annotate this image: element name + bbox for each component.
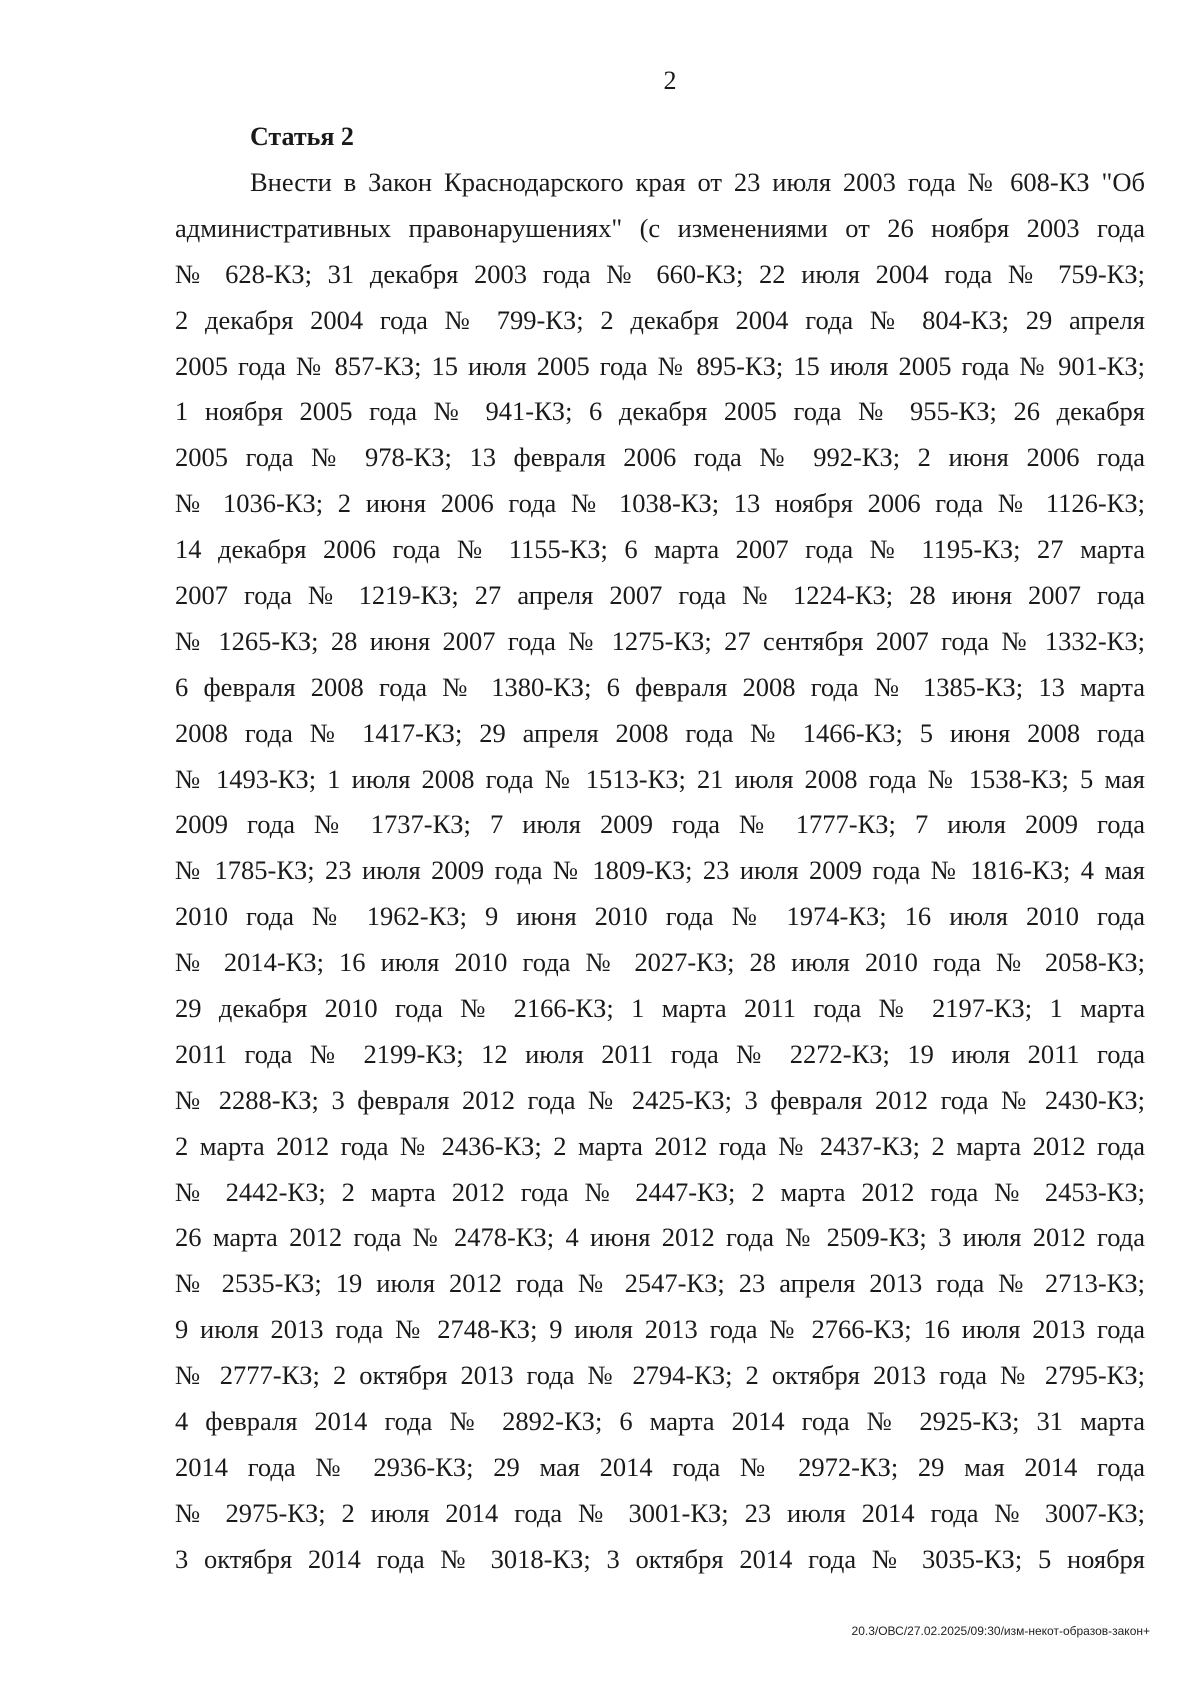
body-line: административных правонарушениях" (с изменениями от 26 ноября 2003 года bbox=[175, 212, 1145, 243]
body-line: 14 декабря 2006 года № 1155-КЗ; 6 марта 2007 года № 1195-КЗ; 27 марта bbox=[175, 534, 1145, 565]
article-heading: Статья 2 bbox=[250, 122, 354, 151]
body-line: № 2442-КЗ; 2 марта 2012 года № 2447-КЗ; 2 марта 2012 года № 2453-КЗ; bbox=[175, 1176, 1145, 1207]
body-line: № 2014-КЗ; 16 июля 2010 года № 2027-КЗ; 28 июля 2010 года № 2058-КЗ; bbox=[175, 947, 1145, 978]
footer-document-code: 20.3/ОВС/27.02.2025/09:30/изм-некот-образов-закон+ bbox=[851, 1624, 1150, 1638]
body-line: 4 февраля 2014 года № 2892-КЗ; 6 марта 2014 года № 2925-КЗ; 31 марта bbox=[175, 1406, 1145, 1437]
body-line: № 1036-КЗ; 2 июня 2006 года № 1038-КЗ; 13 ноября 2006 года № 1126-КЗ; bbox=[175, 488, 1145, 519]
body-line: 2007 года № 1219-КЗ; 27 апреля 2007 года № 1224-КЗ; 28 июня 2007 года bbox=[175, 580, 1145, 611]
body-line: 2011 года № 2199-КЗ; 12 июля 2011 года № 2272-КЗ; 19 июля 2011 года bbox=[175, 1038, 1145, 1069]
body-line: № 1493-КЗ; 1 июля 2008 года № 1513-КЗ; 21 июля 2008 года № 1538-КЗ; 5 мая bbox=[175, 763, 1145, 794]
body-line: 9 июля 2013 года № 2748-КЗ; 9 июля 2013 года № 2766-КЗ; 16 июля 2013 года bbox=[175, 1314, 1145, 1345]
body-line: № 2288-КЗ; 3 февраля 2012 года № 2425-КЗ; 3 февраля 2012 года № 2430-КЗ; bbox=[175, 1084, 1145, 1115]
body-line: 1 ноября 2005 года № 941-КЗ; 6 декабря 2005 года № 955-КЗ; 26 декабря bbox=[175, 396, 1145, 427]
body-line: № 1785-КЗ; 23 июля 2009 года № 1809-КЗ; 23 июля 2009 года № 1816-КЗ; 4 мая bbox=[175, 855, 1145, 886]
body-line: 2014 года № 2936-КЗ; 29 мая 2014 года № 2972-КЗ; 29 мая 2014 года bbox=[175, 1451, 1145, 1482]
body-line: 2 декабря 2004 года № 799-КЗ; 2 декабря 2004 года № 804-КЗ; 29 апреля bbox=[175, 304, 1145, 335]
body-line: 2010 года № 1962-КЗ; 9 июня 2010 года № 1974-КЗ; 16 июля 2010 года bbox=[175, 901, 1145, 932]
body-line: № 2975-КЗ; 2 июля 2014 года № 3001-КЗ; 23 июля 2014 года № 3007-КЗ; bbox=[175, 1497, 1145, 1528]
body-line: № 1265-КЗ; 28 июня 2007 года № 1275-КЗ; 27 сентября 2007 года № 1332-КЗ; bbox=[175, 625, 1145, 656]
article-body bbox=[175, 160, 1145, 1583]
body-line: 2005 года № 857-КЗ; 15 июля 2005 года № 895-КЗ; 15 июля 2005 года № 901-КЗ; bbox=[175, 350, 1145, 381]
body-line: 2 марта 2012 года № 2436-КЗ; 2 марта 2012 года № 2437-КЗ; 2 марта 2012 года bbox=[175, 1130, 1145, 1161]
body-line: 2005 года № 978-КЗ; 13 февраля 2006 года № 992-КЗ; 2 июня 2006 года bbox=[175, 442, 1145, 473]
body-line: 26 марта 2012 года № 2478-КЗ; 4 июня 2012 года № 2509-КЗ; 3 июля 2012 года bbox=[175, 1222, 1145, 1253]
body-line: 2009 года № 1737-КЗ; 7 июля 2009 года № 1777-КЗ; 7 июля 2009 года bbox=[175, 809, 1145, 840]
body-line: № 2535-КЗ; 19 июля 2012 года № 2547-КЗ; 23 апреля 2013 года № 2713-КЗ; bbox=[175, 1268, 1145, 1299]
body-line: 2008 года № 1417-КЗ; 29 апреля 2008 года № 1466-КЗ; 5 июня 2008 года bbox=[175, 717, 1145, 748]
body-line: Внести в Закон Краснодарского края от 23 июля 2003 года № 608-КЗ "Об bbox=[250, 167, 1145, 197]
body-line: № 2777-КЗ; 2 октября 2013 года № 2794-КЗ; 2 октября 2013 года № 2795-КЗ; bbox=[175, 1360, 1145, 1391]
body-line: 29 декабря 2010 года № 2166-КЗ; 1 марта 2011 года № 2197-КЗ; 1 марта bbox=[175, 993, 1145, 1024]
body-line: 3 октября 2014 года № 3018-КЗ; 3 октября 2014 года № 3035-КЗ; 5 ноября bbox=[175, 1543, 1145, 1574]
body-line: 6 февраля 2008 года № 1380-КЗ; 6 февраля 2008 года № 1385-КЗ; 13 марта bbox=[175, 671, 1145, 702]
body-line: № 628-КЗ; 31 декабря 2003 года № 660-КЗ; 22 июля 2004 года № 759-КЗ; bbox=[175, 258, 1145, 289]
page-number: 2 bbox=[663, 66, 677, 95]
